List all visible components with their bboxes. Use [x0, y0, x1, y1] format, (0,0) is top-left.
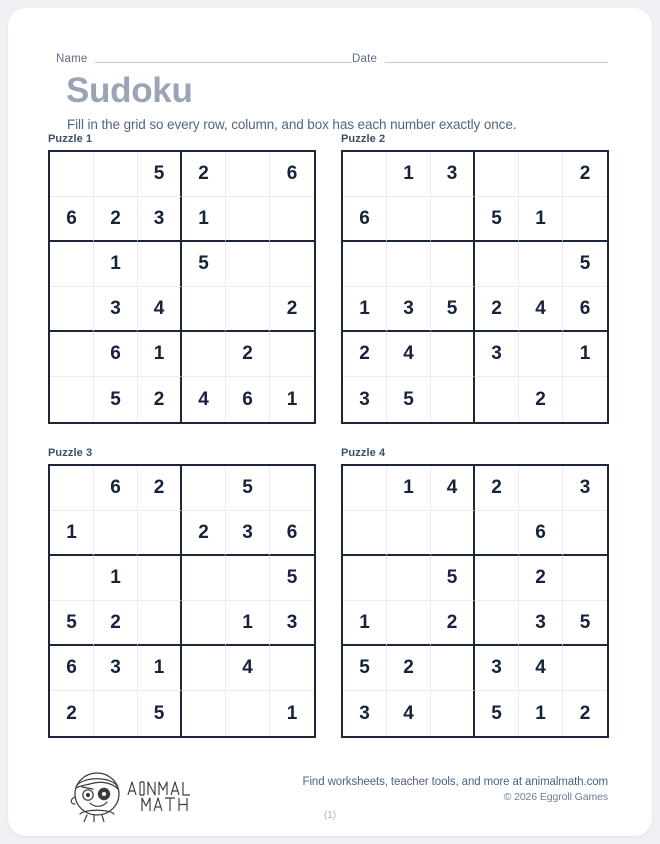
- page-footer: [8, 766, 652, 836]
- sudoku-cell: 1: [387, 466, 431, 511]
- sudoku-cell[interactable]: [563, 511, 607, 556]
- sudoku-cell: 5: [563, 242, 607, 287]
- name-write-line[interactable]: [95, 62, 352, 63]
- footer-promo: Find worksheets, teacher tools, and more at animalmath.com: [302, 776, 608, 788]
- sudoku-cell: 5: [475, 197, 519, 242]
- sudoku-cell: 1: [387, 152, 431, 197]
- sudoku-cell[interactable]: [50, 152, 94, 197]
- sudoku-cell[interactable]: [343, 152, 387, 197]
- sudoku-cell: 4: [519, 646, 563, 691]
- sudoku-cell: 3: [343, 691, 387, 736]
- sudoku-cell: 6: [94, 466, 138, 511]
- sudoku-cell[interactable]: [270, 242, 314, 287]
- sudoku-cell: 3: [138, 197, 182, 242]
- sudoku-grid-1[interactable]: [48, 150, 316, 424]
- sudoku-cell: 2: [94, 197, 138, 242]
- sudoku-cell[interactable]: [343, 466, 387, 511]
- puzzle-row-top: [48, 133, 620, 424]
- sudoku-cell[interactable]: [226, 242, 270, 287]
- sudoku-cell: 2: [387, 646, 431, 691]
- sudoku-cell: 1: [182, 197, 226, 242]
- sudoku-cell: 6: [50, 646, 94, 691]
- sudoku-cell[interactable]: [475, 511, 519, 556]
- sudoku-cell[interactable]: [182, 691, 226, 736]
- puzzle-label: Puzzle 2: [341, 133, 386, 145]
- sudoku-cell[interactable]: [387, 242, 431, 287]
- sudoku-cell[interactable]: [343, 511, 387, 556]
- sudoku-cell[interactable]: [519, 152, 563, 197]
- sudoku-cell: 5: [138, 152, 182, 197]
- sudoku-cell: 2: [343, 332, 387, 377]
- puzzle-label: Puzzle 1: [48, 133, 93, 145]
- sudoku-cell[interactable]: [50, 377, 94, 422]
- sudoku-cell: 2: [138, 377, 182, 422]
- sudoku-cell: 5: [387, 377, 431, 422]
- sudoku-cell[interactable]: [226, 691, 270, 736]
- sudoku-cell[interactable]: [475, 377, 519, 422]
- sudoku-cell[interactable]: [94, 152, 138, 197]
- sudoku-cell[interactable]: [387, 556, 431, 601]
- sudoku-cell: 1: [138, 332, 182, 377]
- sudoku-cell: 1: [50, 511, 94, 556]
- puzzle-block-3: [48, 447, 316, 738]
- sudoku-cell[interactable]: [182, 556, 226, 601]
- sudoku-cell[interactable]: [50, 466, 94, 511]
- sudoku-cell[interactable]: [519, 242, 563, 287]
- sudoku-cell: 1: [519, 197, 563, 242]
- sudoku-cell[interactable]: [226, 287, 270, 332]
- sudoku-cell[interactable]: [270, 197, 314, 242]
- sudoku-cell: 1: [286, 388, 298, 410]
- sudoku-cell[interactable]: [270, 646, 314, 691]
- sudoku-cell: 3: [475, 332, 519, 377]
- sudoku-cell[interactable]: [431, 242, 475, 287]
- sudoku-cell[interactable]: [270, 466, 314, 511]
- sudoku-cell[interactable]: [50, 242, 94, 287]
- sudoku-cell: 5: [475, 691, 519, 736]
- sudoku-cell: 2: [182, 152, 226, 197]
- sudoku-cell: 5: [138, 691, 182, 736]
- sudoku-cell: 3: [475, 646, 519, 691]
- sudoku-cell[interactable]: [519, 466, 563, 511]
- sudoku-cell: 3: [343, 377, 387, 422]
- sudoku-cell: 6: [270, 152, 314, 197]
- sudoku-cell[interactable]: [431, 646, 475, 691]
- name-field[interactable]: [56, 53, 352, 66]
- sudoku-cell: 6: [94, 332, 138, 377]
- puzzle-block-1: [48, 133, 316, 424]
- sudoku-cell: 1: [343, 287, 387, 332]
- sudoku-cell: 1: [94, 556, 138, 601]
- sudoku-cell[interactable]: [431, 691, 475, 736]
- sudoku-cell: 2: [519, 377, 563, 422]
- sudoku-cell: 4: [226, 646, 270, 691]
- sudoku-cell[interactable]: [387, 197, 431, 242]
- sudoku-cell[interactable]: [563, 556, 607, 601]
- sudoku-cell: 6: [270, 511, 314, 556]
- footer-credits: [303, 776, 608, 803]
- date-label: Date: [352, 53, 378, 65]
- sudoku-cell[interactable]: [475, 601, 519, 646]
- sudoku-cell[interactable]: [182, 466, 226, 511]
- sudoku-cell[interactable]: [387, 511, 431, 556]
- sudoku-cell[interactable]: [563, 197, 607, 242]
- sudoku-cell: 2: [475, 287, 519, 332]
- puzzle-area: [48, 133, 620, 738]
- sudoku-cell: 2: [270, 287, 314, 332]
- sudoku-cell[interactable]: [431, 511, 475, 556]
- sudoku-cell[interactable]: [138, 511, 182, 556]
- sudoku-cell[interactable]: [182, 601, 226, 646]
- sudoku-cell: 3: [431, 152, 475, 197]
- sudoku-cell[interactable]: [94, 691, 138, 736]
- sudoku-cell: 5: [182, 242, 226, 287]
- sudoku-grid-4[interactable]: [341, 464, 609, 738]
- sudoku-cell: 4: [519, 287, 563, 332]
- puzzle-block-4: [341, 447, 609, 738]
- sudoku-grid-3[interactable]: [48, 464, 316, 738]
- sudoku-cell[interactable]: [475, 242, 519, 287]
- sudoku-cell: 4: [138, 287, 182, 332]
- sudoku-cell: 5: [94, 377, 138, 422]
- puzzle-label: Puzzle 4: [341, 447, 386, 459]
- sudoku-cell: 4: [387, 691, 431, 736]
- sudoku-cell[interactable]: [387, 601, 431, 646]
- sudoku-cell[interactable]: [431, 197, 475, 242]
- sudoku-cell: 5: [270, 556, 314, 601]
- name-label: Name: [56, 53, 88, 65]
- sudoku-cell: 2: [94, 601, 138, 646]
- sudoku-cell[interactable]: [138, 601, 182, 646]
- sudoku-cell: 1: [519, 691, 563, 736]
- sudoku-cell: 3: [387, 287, 431, 332]
- sudoku-cell: 3: [563, 466, 607, 511]
- sudoku-cell: 4: [431, 466, 475, 511]
- sudoku-cell: 5: [563, 601, 607, 646]
- sudoku-cell[interactable]: [475, 556, 519, 601]
- sudoku-cell[interactable]: [138, 242, 182, 287]
- sudoku-cell[interactable]: [226, 556, 270, 601]
- puzzle-row-bottom: [48, 447, 620, 738]
- sudoku-cell: 6: [50, 197, 94, 242]
- sudoku-cell: 4: [387, 332, 431, 377]
- puzzle-block-2: [341, 133, 609, 424]
- sudoku-cell: 6: [519, 511, 563, 556]
- sudoku-cell: 5: [226, 466, 270, 511]
- sudoku-cell[interactable]: [226, 197, 270, 242]
- sudoku-cell: 1: [94, 242, 138, 287]
- sudoku-cell[interactable]: [182, 646, 226, 691]
- sudoku-cell: 4: [182, 377, 226, 422]
- sudoku-cell[interactable]: [182, 332, 226, 377]
- sudoku-cell: 3: [519, 601, 563, 646]
- sudoku-cell[interactable]: [519, 332, 563, 377]
- sudoku-cell: 1: [286, 702, 298, 724]
- sudoku-cell: 6: [343, 197, 387, 242]
- sudoku-cell[interactable]: [270, 332, 314, 377]
- sudoku-grid-2[interactable]: [341, 150, 609, 424]
- sudoku-cell[interactable]: [563, 646, 607, 691]
- instructions-text: Fill in the grid so every row, column, and box has each number exactly once.: [67, 117, 517, 132]
- sudoku-cell[interactable]: [431, 377, 475, 422]
- sudoku-cell: 6: [226, 377, 270, 422]
- date-write-line[interactable]: [385, 62, 608, 63]
- puzzle-label: Puzzle 3: [48, 447, 93, 459]
- sudoku-cell: 2: [431, 601, 475, 646]
- sudoku-cell[interactable]: [475, 152, 519, 197]
- sudoku-cell: 3: [270, 601, 314, 646]
- sudoku-cell: 2: [563, 152, 607, 197]
- sudoku-cell[interactable]: [50, 556, 94, 601]
- sudoku-cell: 3: [94, 646, 138, 691]
- student-info-row: [56, 44, 608, 66]
- sudoku-cell[interactable]: [431, 332, 475, 377]
- page-title: Sudoku: [66, 71, 193, 110]
- sudoku-cell[interactable]: [563, 377, 607, 422]
- sudoku-cell: 3: [94, 287, 138, 332]
- sudoku-cell: 2: [138, 466, 182, 511]
- sudoku-cell: 2: [579, 702, 591, 724]
- sudoku-cell: 3: [226, 511, 270, 556]
- sudoku-cell: 5: [50, 601, 94, 646]
- footer-copyright: © 2026 Eggroll Games: [503, 791, 608, 803]
- sudoku-cell: 1: [138, 646, 182, 691]
- sudoku-cell: 5: [431, 556, 475, 601]
- sudoku-cell: 2: [50, 691, 94, 736]
- sudoku-cell[interactable]: [226, 152, 270, 197]
- sudoku-cell[interactable]: [343, 556, 387, 601]
- sudoku-cell: 5: [431, 287, 475, 332]
- sudoku-cell: 1: [226, 601, 270, 646]
- date-field[interactable]: [352, 53, 608, 66]
- sudoku-cell: 1: [343, 601, 387, 646]
- sudoku-cell: 2: [226, 332, 270, 377]
- sudoku-cell[interactable]: [50, 287, 94, 332]
- sudoku-cell[interactable]: [343, 242, 387, 287]
- sudoku-cell: 2: [182, 511, 226, 556]
- sudoku-cell: 5: [343, 646, 387, 691]
- sudoku-cell[interactable]: [182, 287, 226, 332]
- sudoku-cell: 1: [563, 332, 607, 377]
- sudoku-cell: 2: [475, 466, 519, 511]
- worksheet-page: [8, 8, 652, 836]
- page-number: (1): [323, 810, 337, 821]
- sudoku-cell[interactable]: [138, 556, 182, 601]
- sudoku-cell: 6: [563, 287, 607, 332]
- sudoku-cell: 2: [519, 556, 563, 601]
- sudoku-cell[interactable]: [94, 511, 138, 556]
- sudoku-cell[interactable]: [50, 332, 94, 377]
